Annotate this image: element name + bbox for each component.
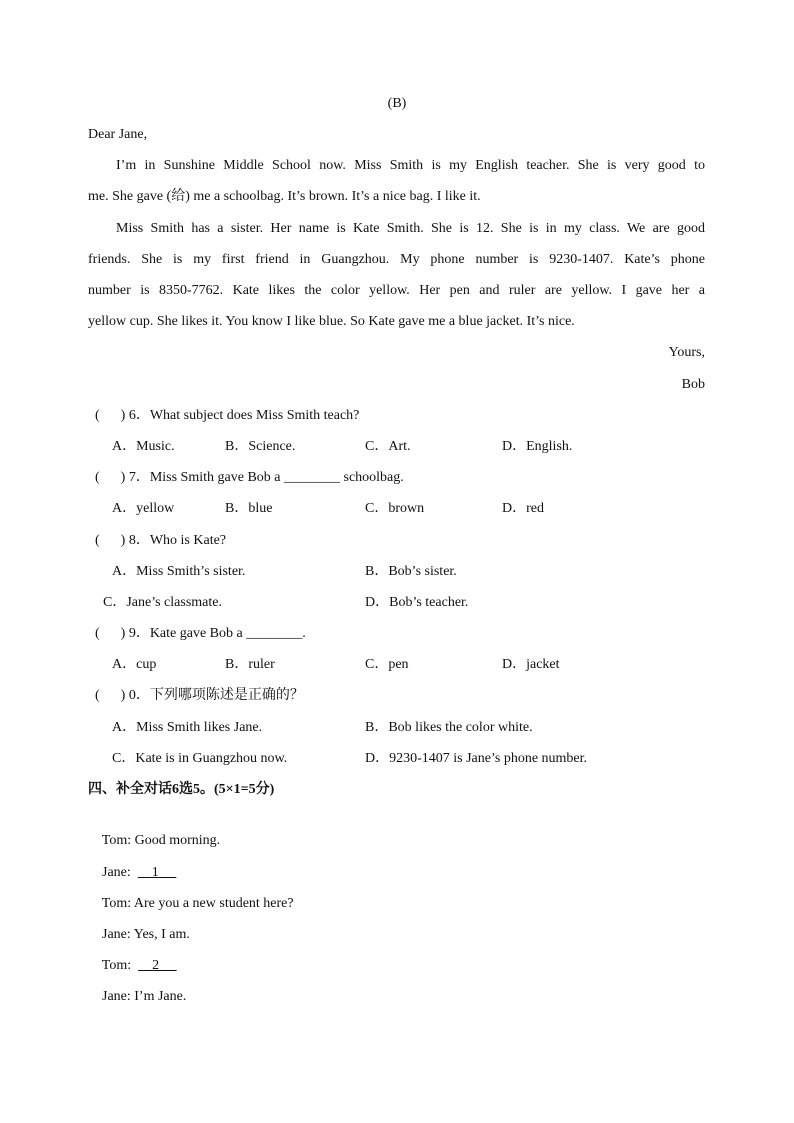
paragraph-2-line-3: number is 8350-7762. Kate likes the color yellow. Her pen and ruler are yellow. I gave her a — [88, 283, 705, 298]
question-stem: ( ) 7．Miss Smith gave Bob a ________ schoolbag. — [95, 470, 404, 485]
question-stem: ( ) 9．Kate gave Bob a ________. — [95, 626, 306, 641]
option-b[interactable]: B．Bob’s sister. — [365, 564, 457, 579]
paragraph-1-line-1: I’m in Sunshine Middle School now. Miss Smith is my English teacher. She is very good to — [116, 158, 705, 173]
paragraph-2-line-2: friends. She is my first friend in Guangzhou. My phone number is 9230-1407. Kate’s phone — [88, 252, 705, 267]
option-a[interactable]: A．Miss Smith’s sister. — [112, 564, 246, 579]
option-d[interactable]: D．Bob’s teacher. — [365, 595, 469, 610]
option-a[interactable]: A．Miss Smith likes Jane. — [112, 720, 263, 735]
dialogue-text: I’m Jane. — [134, 989, 187, 1004]
option-c[interactable]: C．Art. — [365, 439, 411, 454]
option-b[interactable]: B．Bob likes the color white. — [365, 720, 533, 735]
option-d[interactable]: D．red — [502, 501, 544, 516]
option-c[interactable]: C．Jane’s classmate. — [103, 595, 222, 610]
paragraph-2-line-1: Miss Smith has a sister. Her name is Kate Smith. She is 12. She is in my class. We are good — [116, 221, 705, 236]
dialogue-text: Yes, I am. — [133, 927, 190, 942]
dialogue-line — [88, 967, 186, 1027]
dialogue-speaker: Jane: — [102, 927, 131, 942]
letter-greeting: Dear Jane, — [88, 127, 148, 142]
section-heading: (B) — [387, 96, 407, 111]
option-d[interactable]: D．jacket — [502, 657, 560, 672]
option-d[interactable]: D．English. — [502, 439, 573, 454]
blank-number: 2 — [152, 958, 160, 973]
dialogue-text: Good morning. — [134, 833, 221, 848]
option-a[interactable]: A．yellow — [112, 501, 175, 516]
paragraph-1-line-2: me. She gave (给) me a schoolbag. It’s brown. It’s a nice bag. I like it. — [88, 189, 481, 204]
dialogue-speaker: Jane: — [102, 989, 131, 1004]
dialogue-speaker: Jane: — [102, 865, 131, 880]
dialogue-speaker: Tom: — [101, 896, 132, 911]
option-c[interactable]: C．brown — [365, 501, 425, 516]
question-stem: ( ) 8．Who is Kate? — [95, 533, 227, 548]
dialogue-speaker: Tom: — [101, 833, 132, 848]
option-b[interactable]: B．blue — [225, 501, 273, 516]
dialogue-speaker: Tom: — [101, 958, 132, 973]
option-a[interactable]: A．Music. — [112, 439, 175, 454]
option-b[interactable]: B．ruler — [225, 657, 275, 672]
option-c[interactable]: C．Kate is in Guangzhou now. — [112, 751, 288, 766]
option-a[interactable]: A．cup — [112, 657, 157, 672]
section-4-heading: 四、补全对话6选5。(5×1=5分) — [88, 782, 275, 797]
letter-closing: Yours, — [668, 345, 705, 360]
option-b[interactable]: B．Science. — [225, 439, 296, 454]
question-stem: ( ) 0．下列哪项陈述是正确的？ — [95, 688, 304, 703]
blank-number: 1 — [151, 865, 159, 880]
option-d[interactable]: D．9230-1407 is Jane’s phone number. — [365, 751, 588, 766]
dialogue-text: Are you a new student here? — [133, 896, 294, 911]
letter-signature: Bob — [681, 377, 705, 392]
paragraph-2-line-4: yellow cup. She likes it. You know I like blue. So Kate gave me a blue jacket. It’s nice. — [88, 314, 575, 329]
option-c[interactable]: C．pen — [365, 657, 409, 672]
question-stem: ( ) 6．What subject does Miss Smith teach? — [95, 408, 360, 423]
